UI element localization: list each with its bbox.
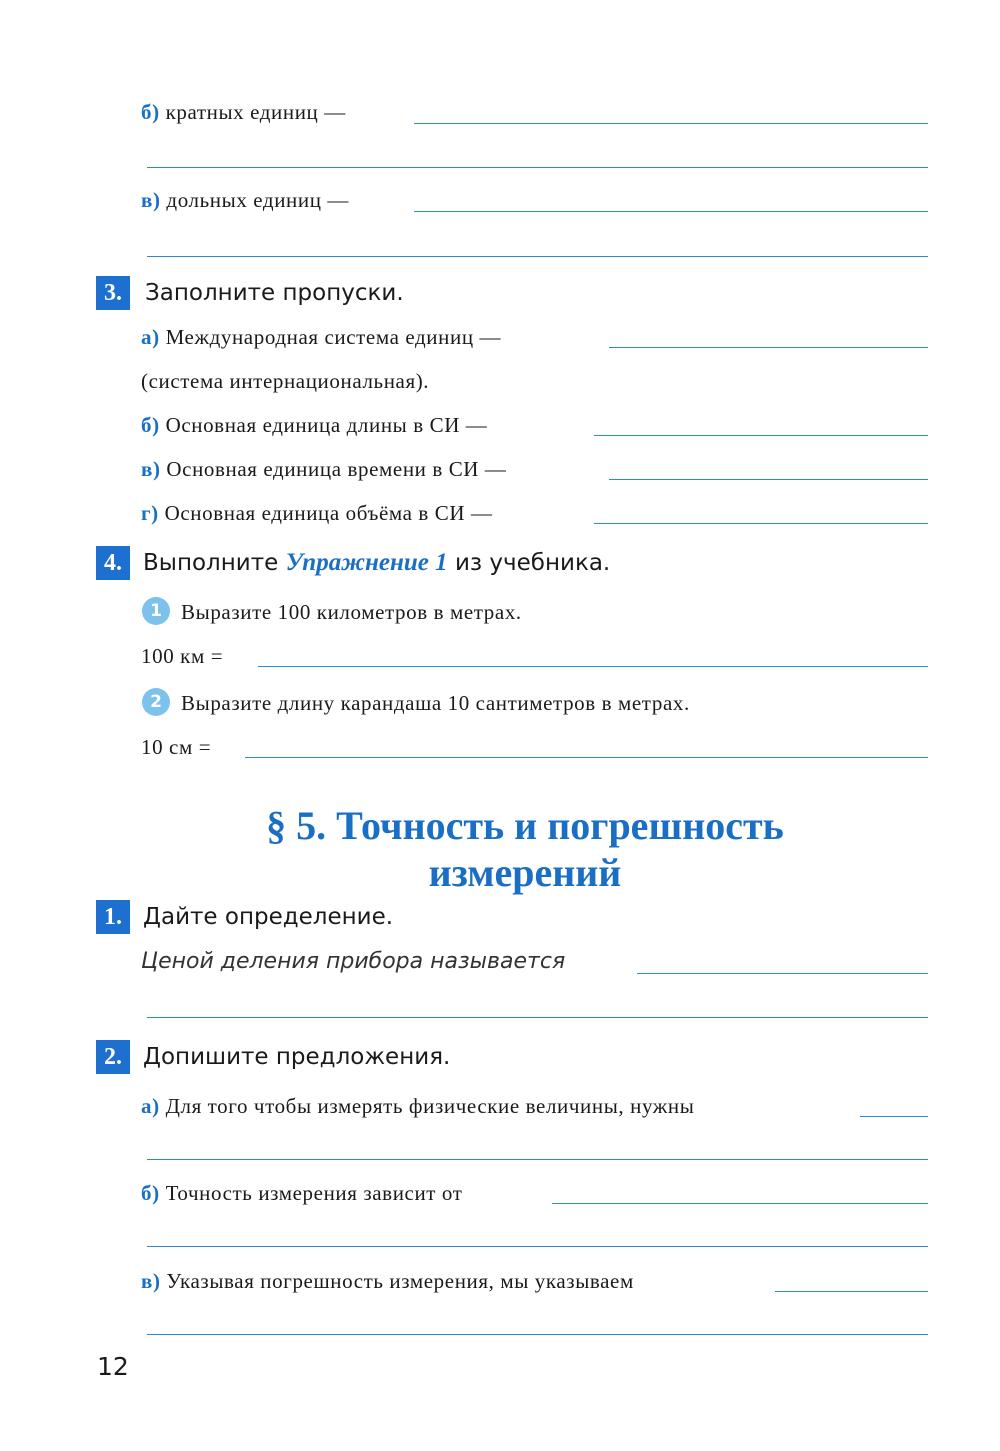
task-title-before: Выполните: [143, 550, 279, 576]
task-title: Дайте определение.: [143, 904, 394, 930]
item-label: в): [141, 188, 161, 212]
task-title: [143, 548, 610, 578]
item-text: Основная единица объёма в СИ —: [164, 501, 493, 525]
item-label: а): [141, 325, 160, 349]
item-b-accuracy: [141, 1180, 463, 1206]
answer-line[interactable]: [594, 523, 928, 524]
exercise-number-circle: 1: [142, 597, 170, 625]
item-a-si: [141, 324, 501, 350]
task-number-badge: 3.: [96, 276, 130, 310]
answer-line[interactable]: [414, 123, 928, 124]
answer-line[interactable]: [552, 1203, 928, 1204]
answer-line[interactable]: [637, 973, 928, 974]
section-heading-line2: измерений: [428, 850, 622, 895]
exercise-2-answer-prefix: 10 см =: [141, 735, 212, 759]
exercise-2-text: Выразите длину карандаша 10 сантиметров в метрах.: [181, 691, 690, 715]
exercise-reference: Упражнение 1: [285, 549, 448, 576]
answer-line[interactable]: [147, 1246, 928, 1247]
item-label: в): [141, 1269, 161, 1293]
item-text: Основная единица времени в СИ —: [166, 457, 507, 481]
task-number-badge: 1.: [96, 900, 130, 934]
item-text: кратных единиц —: [165, 100, 346, 124]
item-text: Международная система единиц —: [165, 325, 502, 349]
item-b-multiples: [141, 99, 346, 125]
item-label: г): [141, 501, 159, 525]
item-text: Точность измерения зависит от: [165, 1181, 463, 1205]
page-number: 12: [97, 1352, 129, 1381]
item-label: б): [141, 413, 160, 437]
task-number-badge: 2.: [96, 1040, 130, 1074]
item-label: б): [141, 100, 160, 124]
answer-line[interactable]: [258, 666, 928, 667]
answer-line[interactable]: [609, 347, 928, 348]
answer-line[interactable]: [594, 435, 928, 436]
answer-line[interactable]: [860, 1116, 928, 1117]
item-v-submultiples: [141, 187, 349, 213]
exercise-number-circle: 2: [142, 688, 170, 716]
answer-line[interactable]: [147, 1017, 928, 1018]
item-v-error: [141, 1268, 634, 1294]
task-title: Допишите предложения.: [143, 1044, 451, 1070]
answer-line[interactable]: [147, 167, 928, 168]
task-number-badge: 4.: [96, 546, 130, 580]
item-text: дольных единиц —: [166, 188, 349, 212]
item-label: б): [141, 1181, 160, 1205]
task-title: Заполните пропуски.: [145, 280, 404, 306]
item-g-volume: [141, 500, 493, 526]
answer-line[interactable]: [775, 1291, 928, 1292]
item-label: а): [141, 1094, 160, 1118]
answer-line[interactable]: [147, 1159, 928, 1160]
item-v-time: [141, 456, 507, 482]
exercise-1-text: Выразите 100 километров в метрах.: [181, 600, 522, 624]
task-title-after: из учебника.: [454, 550, 611, 576]
item-text: Указывая погрешность измерения, мы указываем: [166, 1269, 634, 1293]
section-heading-line1: § 5. Точность и погрешность: [266, 803, 784, 848]
item-label: в): [141, 457, 161, 481]
item-a-instruments: [141, 1093, 694, 1119]
item-text: Для того чтобы измерять физические величины, нужны: [165, 1094, 695, 1118]
definition-prompt: Ценой деления прибора называется: [141, 949, 566, 974]
item-b-length: [141, 412, 487, 438]
answer-line[interactable]: [147, 1334, 928, 1335]
answer-line[interactable]: [609, 479, 928, 480]
item-a-continuation: (система интернациональная).: [141, 369, 430, 393]
answer-line[interactable]: [245, 757, 928, 758]
answer-line[interactable]: [414, 211, 928, 212]
answer-line[interactable]: [147, 256, 928, 257]
exercise-1-answer-prefix: 100 км =: [141, 644, 224, 668]
item-text: Основная единица длины в СИ —: [165, 413, 488, 437]
